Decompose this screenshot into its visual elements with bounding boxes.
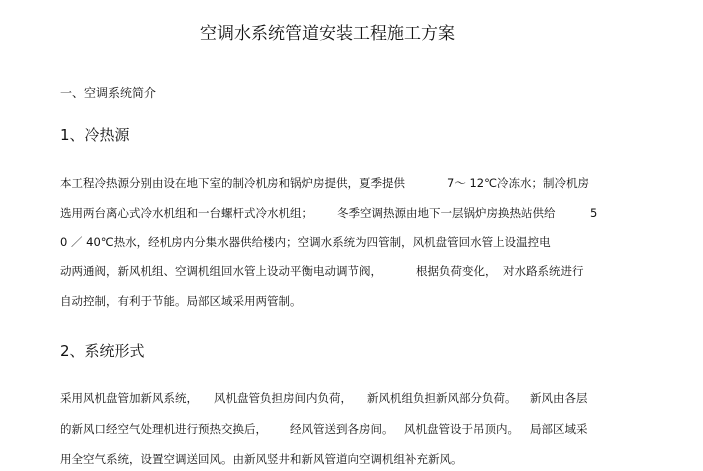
- paragraph-line: 局部区域采: [530, 422, 588, 436]
- heading-cold-heat-source: 1、冷热源: [60, 126, 130, 144]
- paragraph-line: 0 ／ 40℃热水，经机房内分集水器供给楼内；空调水系统为四管制，风机盘管回水管上设温控电: [60, 235, 551, 249]
- paragraph-line: 新风机组负担新风部分负荷。: [367, 391, 517, 405]
- paragraph-line: 动两通阀，新风机组、空调机组回水管上设动平衡电动调节阀，: [60, 264, 382, 278]
- paragraph-line: 用全空气系统，设置空调送回风。由新风竖井和新风管道向空调机组补充新风。: [60, 452, 463, 466]
- paragraph-line: 采用风机盘管加新风系统，: [60, 391, 198, 405]
- paragraph-line: 自动控制，有利于节能。局部区域采用两管制。: [60, 294, 302, 308]
- heading-system-form: 2、系统形式: [60, 342, 145, 360]
- paragraph-line: 风机盘管设于吊顶内。: [404, 422, 519, 436]
- paragraph-line: 选用两台离心式冷水机组和一台螺杆式冷水机组；: [60, 206, 313, 220]
- paragraph-line: 风机盘管负担房间内负荷，: [214, 391, 352, 405]
- paragraph-line: 7～ 12℃冷冻水；制冷机房: [447, 176, 590, 190]
- paragraph-line: 5: [590, 206, 598, 220]
- paragraph-line: 对水路系统进行: [503, 264, 584, 278]
- paragraph-line: 根据负荷变化，: [416, 264, 497, 278]
- document-title: 空调水系统管道安装工程施工方案: [200, 24, 455, 44]
- paragraph-line: 冬季空调热源由地下一层锅炉房换热站供给: [337, 206, 556, 220]
- paragraph-line: 新风由各层: [530, 391, 588, 405]
- section-heading: 一、空调系统简介: [60, 86, 157, 100]
- paragraph-line: 本工程冷热源分别由设在地下室的制冷机房和锅炉房提供，夏季提供: [60, 176, 405, 190]
- paragraph-line: 的新风口经空气处理机进行预热交换后，: [60, 422, 267, 436]
- paragraph-line: 经风管送到各房间。: [290, 422, 394, 436]
